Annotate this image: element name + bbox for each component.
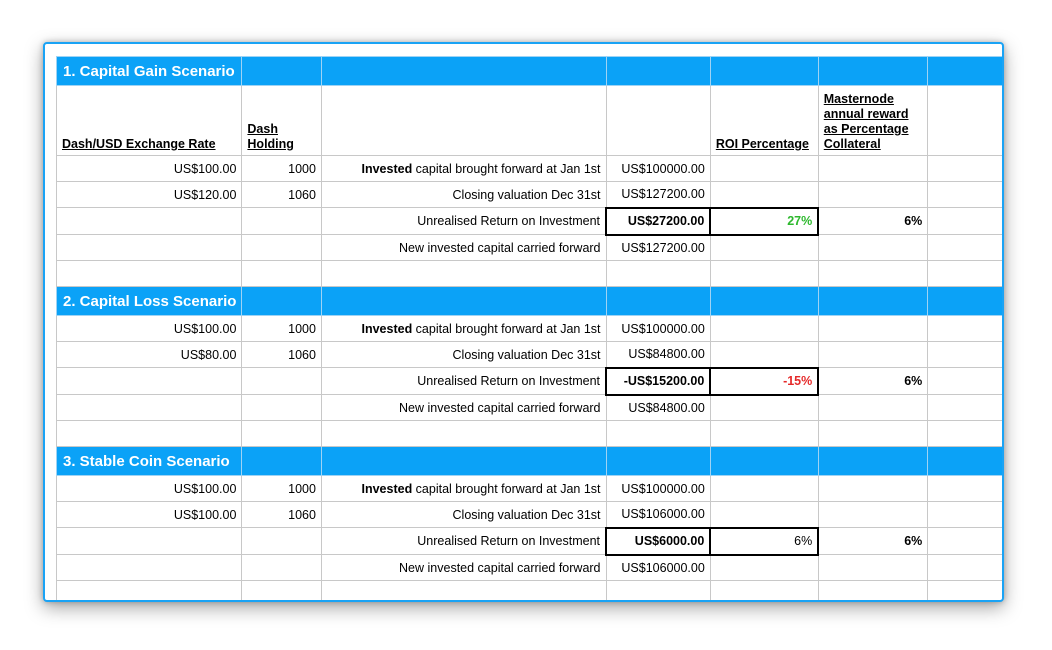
cell-closing-value[interactable]: US$106000.00 <box>606 502 710 528</box>
spreadsheet-frame <box>43 42 1004 602</box>
header-exchange-rate[interactable]: Dash/USD Exchange Rate <box>57 86 242 156</box>
cell-unrealised-label[interactable]: Unrealised Return on Investment <box>321 528 606 555</box>
cell-carried-label[interactable]: New invested capital carried forward <box>321 395 606 421</box>
cell-roi-value[interactable]: 6% <box>710 528 818 555</box>
cell-carried-label[interactable]: New invested capital carried forward <box>321 235 606 261</box>
cell-return-value[interactable]: -US$15200.00 <box>606 368 710 395</box>
table-row <box>57 502 1003 528</box>
scenario-3-header-row <box>57 447 1003 476</box>
cell-carried-value[interactable]: US$106000.00 <box>606 555 710 581</box>
table-row <box>57 555 1003 581</box>
cell-reward-value[interactable]: 6% <box>818 208 928 235</box>
cell-invested-label[interactable] <box>321 156 606 182</box>
cell-reward-value[interactable]: 6% <box>818 528 928 555</box>
cell-start-rate[interactable]: US$100.00 <box>57 156 242 182</box>
table-row <box>57 316 1003 342</box>
cell-unrealised-label[interactable]: Unrealised Return on Investment <box>321 208 606 235</box>
cell-invested-label[interactable] <box>321 476 606 502</box>
header-dash-holding[interactable]: Dash Holding <box>242 86 322 156</box>
empty-row <box>57 421 1003 447</box>
cell-end-rate[interactable]: US$80.00 <box>57 342 242 368</box>
header-masternode-reward[interactable]: Masternode annual reward as Percentage Collateral <box>818 86 928 156</box>
cell-roi-value[interactable]: -15% <box>710 368 818 395</box>
cell-closing-label[interactable]: Closing valuation Dec 31st <box>321 502 606 528</box>
cell-closing-value[interactable]: US$127200.00 <box>606 182 710 208</box>
cell-return-value[interactable]: US$27200.00 <box>606 208 710 235</box>
table-row <box>57 342 1003 368</box>
table-row <box>57 476 1003 502</box>
cell-unrealised-label[interactable]: Unrealised Return on Investment <box>321 368 606 395</box>
cell-invested-value[interactable]: US$100000.00 <box>606 156 710 182</box>
cell-end-holding[interactable]: 1060 <box>242 342 322 368</box>
cell-end-rate[interactable]: US$120.00 <box>57 182 242 208</box>
cell-closing-value[interactable]: US$84800.00 <box>606 342 710 368</box>
table-row <box>57 395 1003 421</box>
table-row <box>57 208 1003 235</box>
invested-bold-label: Invested <box>361 481 413 496</box>
cell-start-holding[interactable]: 1000 <box>242 476 322 502</box>
empty-row <box>57 581 1003 603</box>
empty-row <box>57 261 1003 287</box>
cell-closing-label[interactable]: Closing valuation Dec 31st <box>321 182 606 208</box>
invested-rest-label: capital brought forward at Jan 1st <box>412 161 601 176</box>
cell-roi-value[interactable]: 27% <box>710 208 818 235</box>
cell-return-value[interactable]: US$6000.00 <box>606 528 710 555</box>
table-row <box>57 235 1003 261</box>
scenario-1-header-row <box>57 57 1003 86</box>
invested-bold-label: Invested <box>361 161 413 176</box>
cell-invested-value[interactable]: US$100000.00 <box>606 476 710 502</box>
cell-end-rate[interactable]: US$100.00 <box>57 502 242 528</box>
cell-reward-value[interactable]: 6% <box>818 368 928 395</box>
scenario-table <box>56 56 1002 602</box>
cell-invested-value[interactable]: US$100000.00 <box>606 316 710 342</box>
table-row <box>57 528 1003 555</box>
cell-end-holding[interactable]: 1060 <box>242 182 322 208</box>
scenario-1-title: 1. Capital Gain Scenario <box>57 57 242 86</box>
cell-carried-value[interactable]: US$127200.00 <box>606 235 710 261</box>
invested-bold-label: Invested <box>361 321 413 336</box>
cell-start-holding[interactable]: 1000 <box>242 316 322 342</box>
cell-closing-label[interactable]: Closing valuation Dec 31st <box>321 342 606 368</box>
invested-rest-label: capital brought forward at Jan 1st <box>412 481 601 496</box>
column-header-row <box>57 86 1003 156</box>
table-row <box>57 182 1003 208</box>
table-row <box>57 156 1003 182</box>
table-row <box>57 368 1003 395</box>
cell-carried-label[interactable]: New invested capital carried forward <box>321 555 606 581</box>
scenario-2-title: 2. Capital Loss Scenario <box>57 287 242 316</box>
cell-end-holding[interactable]: 1060 <box>242 502 322 528</box>
scenario-3-title: 3. Stable Coin Scenario <box>57 447 242 476</box>
cell-invested-label[interactable] <box>321 316 606 342</box>
cell-start-rate[interactable]: US$100.00 <box>57 476 242 502</box>
scenario-2-header-row <box>57 287 1003 316</box>
cell-start-rate[interactable]: US$100.00 <box>57 316 242 342</box>
cell-carried-value[interactable]: US$84800.00 <box>606 395 710 421</box>
invested-rest-label: capital brought forward at Jan 1st <box>412 321 601 336</box>
header-roi-percentage[interactable]: ROI Percentage <box>710 86 818 156</box>
cell-start-holding[interactable]: 1000 <box>242 156 322 182</box>
